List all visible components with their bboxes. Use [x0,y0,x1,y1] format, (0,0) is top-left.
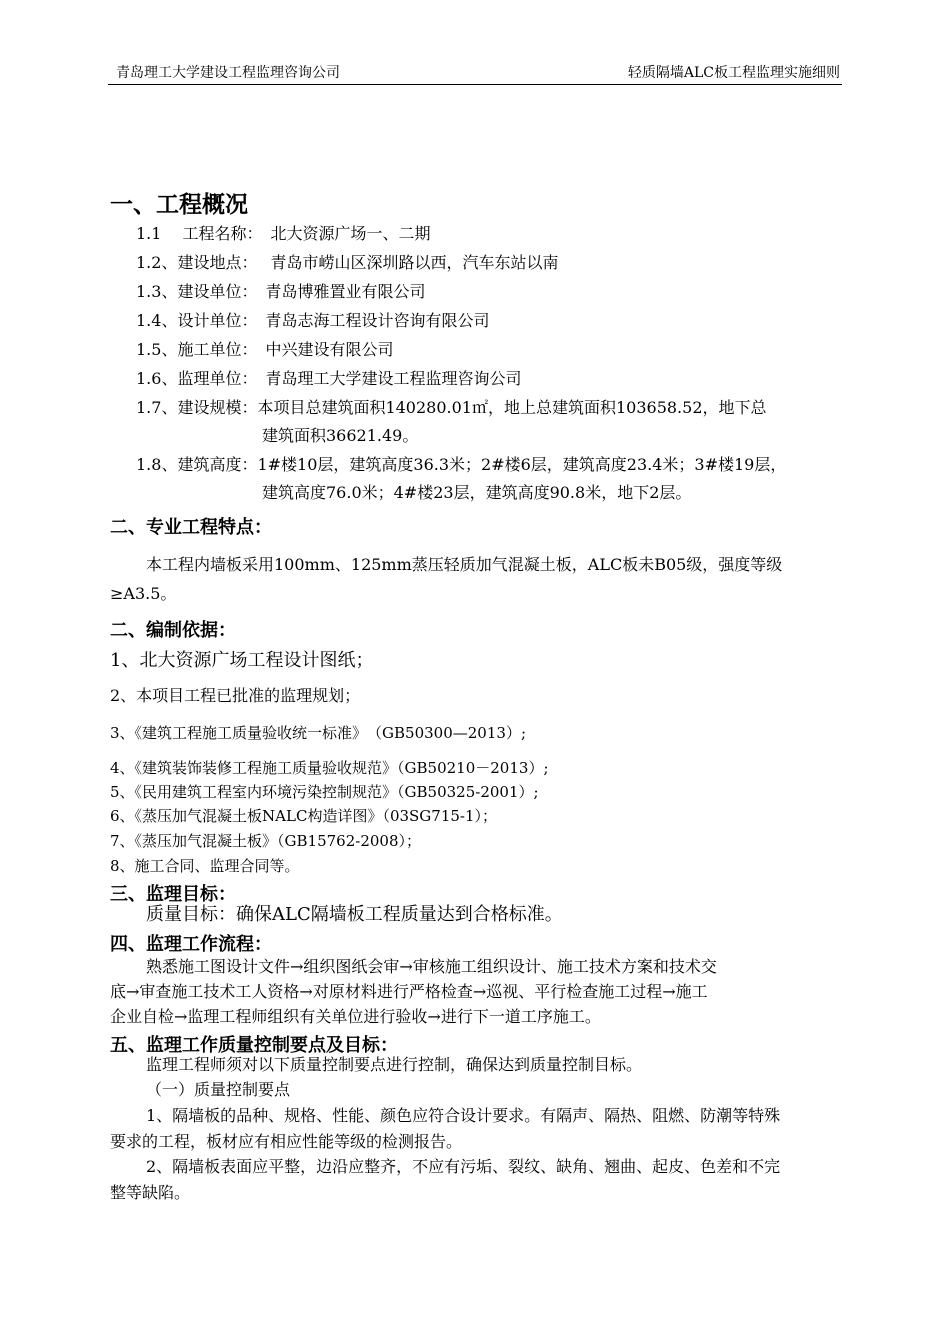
list-item: 3、《建筑工程施工质量验收统一标准》 （GB50300—2013）; [110,724,526,742]
subsection-title: （一）质量控制要点 [146,1080,291,1099]
list-item: 5、《民用建筑工程室内环境污染控制规范》（GB50325-2001）; [110,783,539,801]
paragraph-line: 2、隔墙板表面应平整，边沿应整齐，不应有污垢、裂纹、缺角、翘曲、起皮、色差和不完 [146,1157,781,1176]
paragraph-line: ≥A3.5。 [110,584,177,603]
section-title: 三、监理目标： [110,884,236,905]
list-item: 1、北大资源广场工程设计图纸； [110,650,374,671]
project-name: 1.1 工程名称： 北大资源广场一、二期 [136,224,431,243]
quality-goal: 质量目标：确保ALC隔墙板工程质量达到合格标准。 [146,904,563,925]
contractor: 1.5、施工单位： 中兴建设有限公司 [136,340,394,359]
developer: 1.3、建设单位： 青岛博雅置业有限公司 [136,282,426,301]
paragraph-line: 整等缺陷。 [110,1183,191,1202]
section-title: 二、编制依据： [110,620,236,641]
header-company: 青岛理工大学建设工程监理咨询公司 [116,65,340,81]
project-location: 1.2、建设地点： 青岛市崂山区深圳路以西，汽车东站以南 [136,253,559,272]
height-line-1: 1.8、建筑高度：1#楼10层，建筑高度36.3米；2#楼6层，建筑高度23.4米；3#楼19层， [136,455,787,474]
header-doc-title: 轻质隔墙ALC板工程监理实施细则 [627,65,840,81]
scale-line-1: 1.7、建设规模：本项目总建筑面积140280.01㎡，地上总建筑面积103658.52，地下总 [136,398,767,417]
paragraph-line: 企业自检→监理工程师组织有关单位进行验收→进行下一道工序施工。 [110,1007,601,1026]
height-line-2: 建筑高度76.0米；4#楼23层，建筑高度90.8米，地下2层。 [262,483,692,502]
designer: 1.4、设计单位： 青岛志海工程设计咨询有限公司 [136,311,490,330]
section-title: 一、工程概况 [110,192,248,218]
list-item: 8、施工合同、监理合同等。 [110,857,300,875]
paragraph-line: 本工程内墙板采用100mm、125mm蒸压轻质加气混凝土板，ALC板未B05级，强度等级 [146,555,783,574]
paragraph-line: 熟悉施工图设计文件→组织图纸会审→审核施工组织设计、施工技术方案和技术交 [146,957,717,976]
list-item: 2、本项目工程已批准的监理规划； [110,686,361,705]
paragraph-line: 监理工程师须对以下质量控制要点进行控制，确保达到质量控制目标。 [146,1055,643,1074]
list-item: 4、《建筑装饰装修工程施工质量验收规范》（GB50210－2013）; [110,759,549,777]
list-item: 7、《蒸压加气混凝土板》（GB15762-2008）； [110,832,422,850]
paragraph-line: 要求的工程，板材应有相应性能等级的检测报告。 [110,1132,463,1151]
list-item: 6、《蒸压加气混凝土板NALC构造详图》（03SG715-1）； [110,807,498,825]
section-title: 二、专业工程特点： [110,517,272,538]
scale-line-2: 建筑面积36621.49。 [262,426,419,445]
paragraph-line: 底→审查施工技术工人资格→对原材料进行严格检查→巡视、平行检查施工过程→施工 [110,982,708,1001]
paragraph-line: 1、隔墙板的品种、规格、性能、颜色应符合设计要求。有隔声、隔热、阻燃、防潮等特殊 [146,1106,781,1125]
section-title: 四、监理工作流程： [110,934,272,955]
section-title: 五、监理工作质量控制要点及目标： [110,1035,398,1056]
supervisor: 1.6、监理单位： 青岛理工大学建设工程监理咨询公司 [136,369,522,388]
header-rule [108,84,842,85]
